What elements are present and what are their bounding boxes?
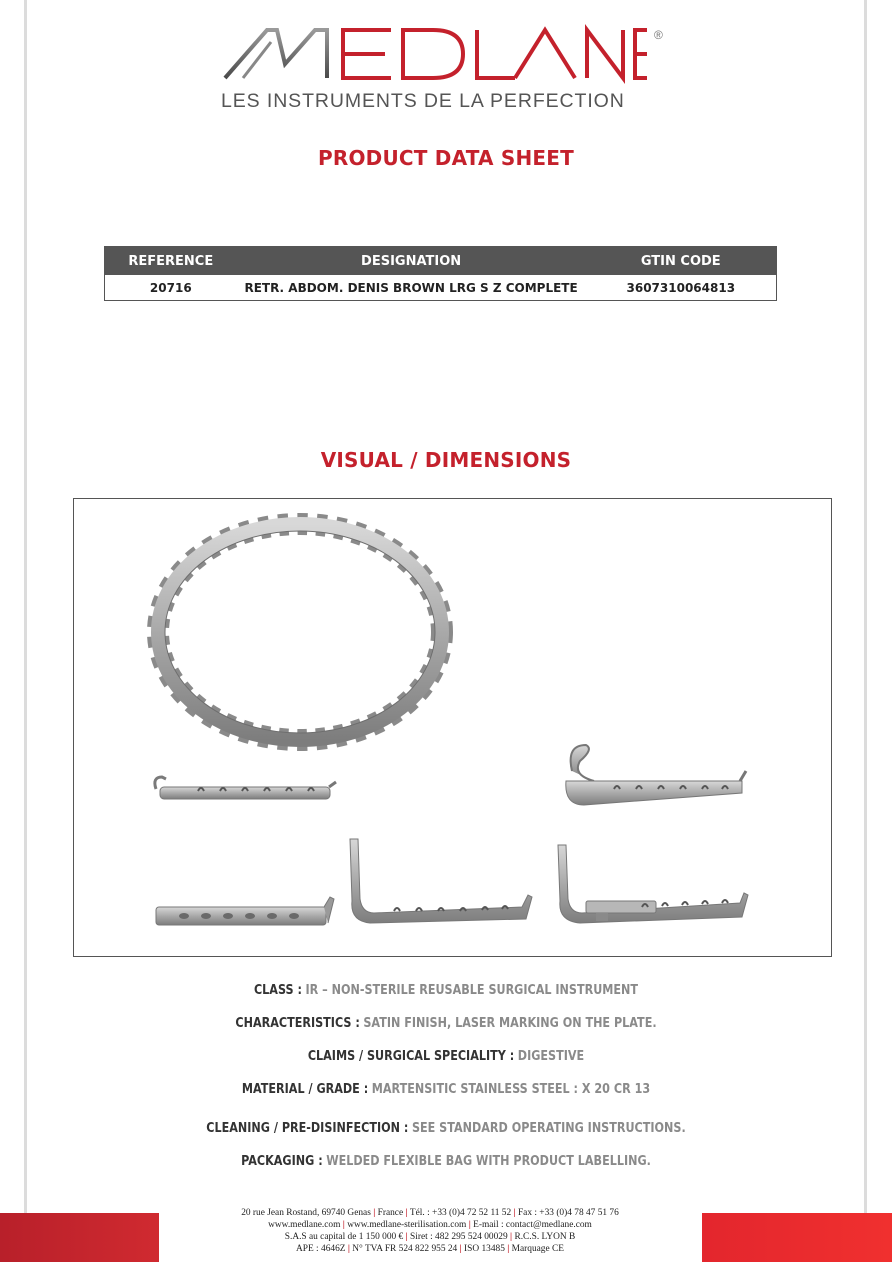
product-data-sheet-title: PRODUCT DATA SHEET bbox=[318, 146, 574, 170]
footer-capital: S.A.S au capital de 1 150 000 € bbox=[284, 1232, 404, 1242]
spec-class bbox=[62, 983, 829, 998]
spec-value: DIGESTIVE bbox=[517, 1049, 585, 1064]
spec-value: IR – NON-STERILE REUSABLE SURGICAL INSTRUMENT bbox=[305, 983, 639, 998]
footer-line-web: www.medlane.com | www.medlane-sterilisation.com | E-mail : contact@medlane.com bbox=[268, 1220, 592, 1230]
spec-cleaning bbox=[62, 1121, 829, 1136]
spec-label: CLAIMS / SURGICAL SPECIALITY : bbox=[307, 1049, 515, 1064]
footer-line-address: 20 rue Jean Rostand, 69740 Genas | France | Tél. : +33 (0)4 72 52 11 52 | Fax : +33 (0)4 78 47 51 76 bbox=[241, 1208, 619, 1218]
registered-mark: ® bbox=[654, 28, 663, 42]
footer-website-link[interactable]: www.medlane.com bbox=[268, 1220, 341, 1230]
spec-label: PACKAGING : bbox=[241, 1154, 323, 1169]
curled-spoon-blade bbox=[566, 745, 746, 805]
cell-gtin-code: 3607310064813 bbox=[626, 280, 736, 295]
cell-designation: RETR. ABDOM. DENIS BROWN LRG S Z COMPLETE bbox=[244, 280, 578, 295]
footer-vat: N° TVA FR 524 822 955 24 bbox=[352, 1244, 458, 1254]
spec-claims bbox=[62, 1049, 829, 1064]
spec-characteristics bbox=[62, 1016, 829, 1031]
right-border-line bbox=[864, 0, 867, 1215]
footer-email[interactable]: E-mail : contact@medlane.com bbox=[473, 1220, 592, 1230]
footer-ape: APE : 4646Z bbox=[296, 1244, 346, 1254]
medlane-logo bbox=[215, 20, 675, 115]
footer-ce-marking: Marquage CE bbox=[511, 1244, 564, 1254]
retractor-set-illustration bbox=[74, 499, 831, 956]
footer-address: 20 rue Jean Rostand, 69740 Genas bbox=[241, 1208, 371, 1218]
spec-label: CLASS : bbox=[253, 983, 302, 998]
footer-rcs: R.C.S. LYON B bbox=[514, 1232, 576, 1242]
header-gtin-code: GTIN CODE bbox=[640, 253, 721, 269]
spec-packaging bbox=[62, 1154, 829, 1169]
l-shaped-blade bbox=[350, 839, 532, 923]
small-hook-blade bbox=[155, 777, 336, 799]
header-reference: REFERENCE bbox=[128, 253, 214, 269]
table-row bbox=[105, 275, 776, 300]
l-shaped-blade-with-knob bbox=[558, 845, 748, 923]
footer-red-bar-right bbox=[702, 1213, 892, 1262]
footer-line-legal: S.A.S au capital de 1 150 000 € | Siret : 482 295 524 00029 | R.C.S. LYON B bbox=[284, 1232, 576, 1242]
footer-sterilisation-link[interactable]: www.medlane-sterilisation.com bbox=[347, 1220, 467, 1230]
footer-red-bar-left bbox=[0, 1213, 159, 1262]
product-reference-table bbox=[104, 246, 777, 301]
product-visual-frame bbox=[73, 498, 832, 957]
table-header-row bbox=[105, 247, 776, 275]
cell-reference: 20716 bbox=[149, 280, 192, 295]
footer-iso: ISO 13485 bbox=[464, 1244, 505, 1254]
spec-value: SEE STANDARD OPERATING INSTRUCTIONS. bbox=[411, 1121, 686, 1136]
footer-line-registration: APE : 4646Z | N° TVA FR 524 822 955 24 | ISO 13485 | Marquage CE bbox=[296, 1244, 564, 1254]
flat-perforated-plate bbox=[156, 897, 334, 925]
spec-value: SATIN FINISH, LASER MARKING ON THE PLATE. bbox=[363, 1016, 657, 1031]
brand-tagline: LES INSTRUMENTS DE LA PERFECTION bbox=[221, 90, 625, 112]
spec-label: MATERIAL / GRADE : bbox=[241, 1082, 369, 1097]
medlane-logo-wordmark bbox=[215, 20, 675, 84]
visual-dimensions-title: VISUAL / DIMENSIONS bbox=[320, 448, 572, 472]
footer-siret: Siret : 482 295 524 00029 bbox=[410, 1232, 508, 1242]
spec-value: MARTENSITIC STAINLESS STEEL : X 20 CR 13 bbox=[371, 1082, 651, 1097]
spec-label: CLEANING / PRE-DISINFECTION : bbox=[206, 1121, 409, 1136]
left-border-line bbox=[24, 0, 27, 1215]
footer-phone: Tél. : +33 (0)4 72 52 11 52 bbox=[409, 1208, 512, 1218]
spec-material bbox=[62, 1082, 829, 1097]
header-designation: DESIGNATION bbox=[361, 253, 462, 269]
spec-label: CHARACTERISTICS : bbox=[235, 1016, 360, 1031]
spec-value: WELDED FLEXIBLE BAG WITH PRODUCT LABELLING. bbox=[326, 1154, 651, 1169]
footer-fax: Fax : +33 (0)4 78 47 51 76 bbox=[517, 1208, 619, 1218]
oval-frame-ring bbox=[158, 524, 442, 740]
company-footer bbox=[170, 1207, 690, 1255]
footer-country: France bbox=[377, 1208, 404, 1218]
